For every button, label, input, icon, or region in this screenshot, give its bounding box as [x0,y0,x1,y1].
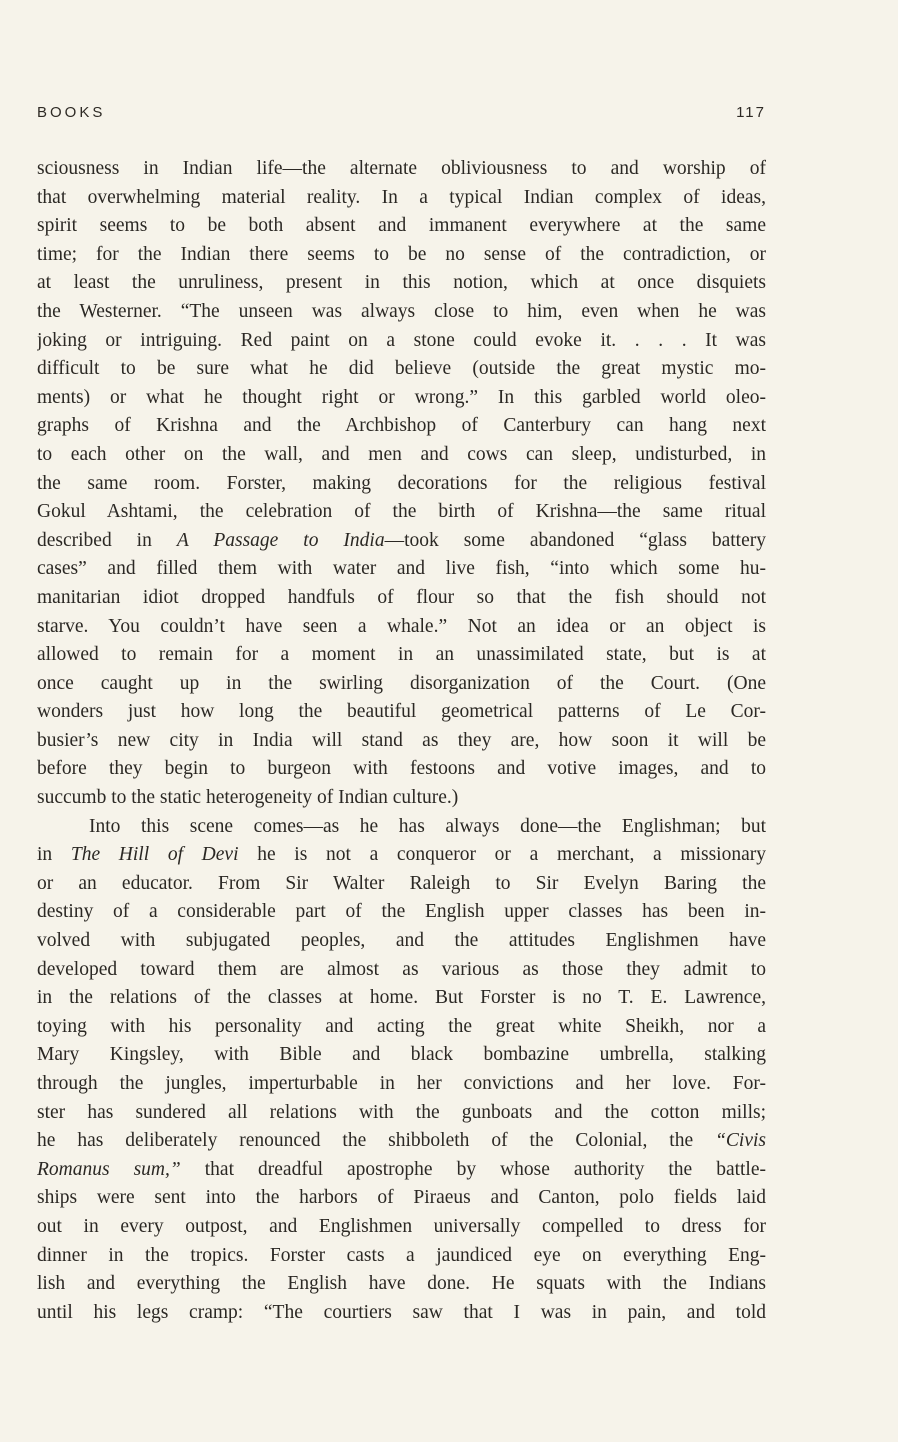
text-line: spirit seems to be both absent and immanent everywhere at the same [37,215,766,237]
text-span: described in [37,529,177,551]
text-line: Into this scene comes—as he has always done—the Englishman; but [89,815,766,837]
text-line: Mary Kingsley, with Bible and black bombazine umbrella, stalking [37,1044,766,1066]
text-span: Romanus sum,” [37,1158,181,1180]
text-line: at least the unruliness, present in this notion, which at once disquiets [37,272,766,294]
running-head-section: BOOKS [37,104,106,121]
text-line: ster has sundered all relations with the gunboats and the cotton mills; [37,1101,766,1123]
text-line: joking or intriguing. Red paint on a stone could evoke it. . . . It was [37,329,766,351]
text-line: that overwhelming material reality. In a typical Indian complex of ideas, [37,186,766,208]
text-line: once caught up in the swirling disorganization of the Court. (One [37,672,766,694]
text-line: until his legs cramp: “The courtiers saw that I was in pain, and told [37,1301,766,1323]
text-line: volved with subjugated peoples, and the attitudes Englishmen have [37,930,766,952]
page-number: 117 [736,104,766,121]
text-line: lish and everything the English have done. He squats with the Indians [37,1273,766,1295]
text-line: or an educator. From Sir Walter Raleigh to Sir Evelyn Baring the [37,872,766,894]
text-span: that dreadful apostrophe by whose authority the battle- [180,1158,766,1180]
text-span: he is not a conqueror or a merchant, a missionary [238,844,766,866]
text-span: “Civis [715,1130,766,1152]
text-line [37,1127,766,1156]
text-line: sciousness in Indian life—the alternate obliviousness to and worship of [37,158,766,179]
running-head [37,104,766,130]
text-line: Gokul Ashtami, the celebration of the birth of Krishna—the same ritual [37,501,766,523]
text-line: destiny of a considerable part of the English upper classes has been in- [37,901,766,923]
text-span: A Passage to India [176,529,385,551]
text-line: difficult to be sure what he did believe (outside the great mystic mo- [37,358,766,380]
text-span: —took some abandoned “glass battery [384,529,766,551]
text-line: to each other on the wall, and men and cows can sleep, undisturbed, in [37,443,766,465]
text-line: starve. You couldn’t have seen a whale.” Not an idea or an object is [37,615,766,637]
text-line: graphs of Krishna and the Archbishop of Canterbury can hang next [37,415,766,437]
text-line [37,1156,766,1185]
text-line: manitarian idiot dropped handfuls of flour so that the fish should not [37,586,766,608]
text-line: in the relations of the classes at home. But Forster is no T. E. Lawrence, [37,987,766,1009]
text-line: succumb to the static heterogeneity of Indian culture.) [37,787,459,809]
text-line: out in every outpost, and Englishmen universally compelled to dress for [37,1215,766,1237]
text-span: The Hill of Devi [70,844,239,866]
text-span: in [37,844,71,866]
text-line: dinner in the tropics. Forster casts a jaundiced eye on everything Eng- [37,1244,766,1266]
text-span: he has deliberately renounced the shibboleth of the Colonial, the [37,1130,716,1152]
text-line: through the jungles, imperturbable in her convictions and her love. For- [37,1073,766,1094]
text-line: time; for the Indian there seems to be no sense of the contradiction, or [37,243,766,265]
text-line: the Westerner. “The unseen was always close to him, even when he was [37,300,766,322]
text-line: busier’s new city in India will stand as they are, how soon it will be [37,729,766,751]
text-line: ships were sent into the harbors of Piraeus and Canton, polo fields laid [37,1187,766,1209]
body-text [37,155,766,1327]
text-line: cases” and filled them with water and live fish, “into which some hu- [37,558,766,580]
text-line [37,527,766,556]
text-line: toying with his personality and acting the great white Sheikh, nor a [37,1015,766,1037]
text-line: wonders just how long the beautiful geometrical patterns of Le Cor- [37,701,766,723]
text-line: developed toward them are almost as various as those they admit to [37,958,766,980]
text-line: before they begin to burgeon with festoons and votive images, and to [37,758,766,780]
text-line [37,841,766,870]
text-line: allowed to remain for a moment in an unassimilated state, but is at [37,644,766,666]
text-line: the same room. Forster, making decorations for the religious festival [37,472,766,494]
text-line: ments) or what he thought right or wrong.” In this garbled world oleo- [37,386,766,408]
